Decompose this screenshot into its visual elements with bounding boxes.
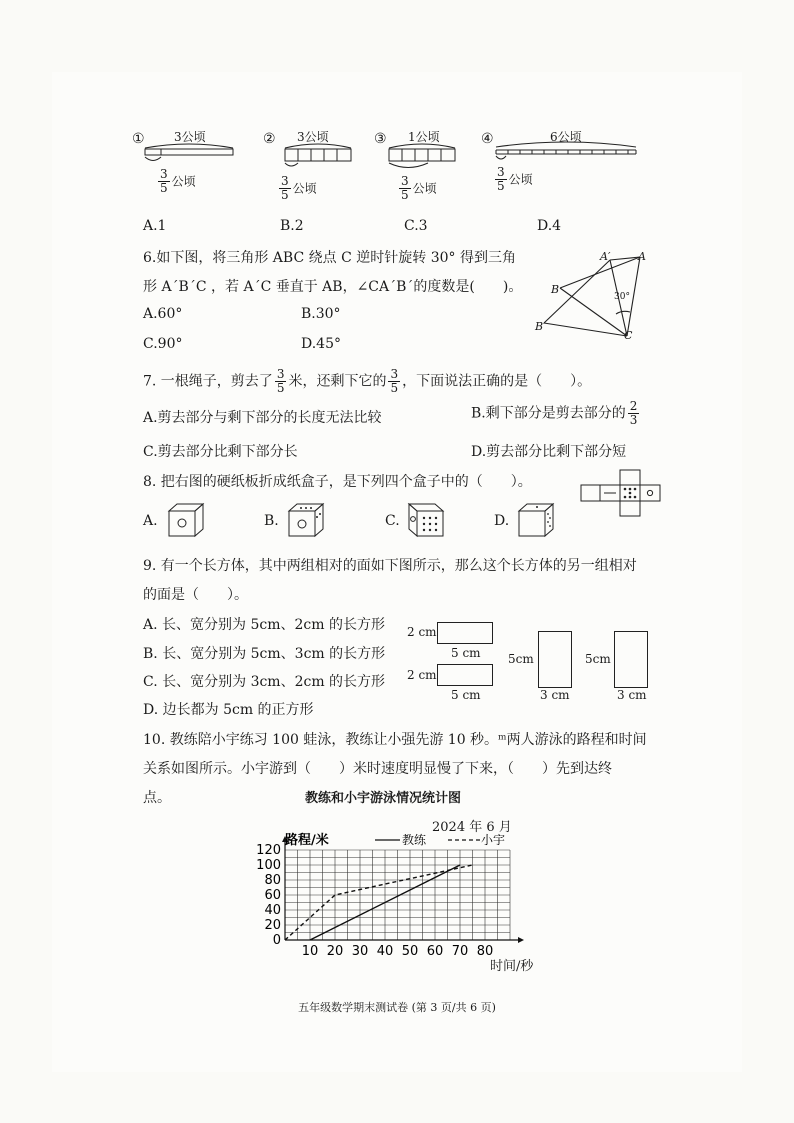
fig-1-bottom-label: $\frac{3}{5}$ 公顷 [160,167,196,195]
fig-4-bottom-label: $\frac{3}{5}$ 公顷 [497,165,533,193]
chart-subtitle: 2024 年 6 月 [432,820,512,835]
q8-choice-a[interactable]: A. [143,513,158,529]
q9-line2: 的面是（ ）。 [143,587,248,603]
fig-1-number: ① [132,131,145,147]
y-tick-label: 60 [264,888,281,903]
q8-cube-d [517,502,557,538]
q7-choice-c[interactable]: C.剪去部分比剩下部分长 [143,444,298,460]
fig-2-number: ② [263,131,276,147]
x-tick-label: 40 [376,944,394,959]
q8-cube-b [287,502,327,538]
q10-line2: 关系如图所示。小宇游到（ ）米时速度明显慢了下来，（ ）先到达终 [143,761,612,777]
dim-2cm-a: 2 cm [407,625,437,639]
dim-5cm-d: 5cm [585,652,611,666]
y-axis-label: 路程/米 [285,833,329,848]
fig-4-bar [494,140,638,166]
q6-line2: 形 A´B´C ，若 A´C 垂直于 AB，∠CA´B´的度数是( )。 [143,279,523,295]
q8-net-diagram [578,467,664,519]
x-tick-label: 70 [451,944,469,959]
label-a-prime: A′ [600,250,611,263]
label-a: A [638,250,646,263]
fig-2-top-label: 3公顷 [297,130,329,144]
chart-title: 教练和小宇游泳情况统计图 [305,791,462,806]
dim-5cm-b: 5 cm [451,688,481,702]
q9-line1: 9. 有一个长方体，其中两组相对的面如下图所示，那么这个长方体的另一组相对 [143,558,637,574]
q8-stem: 8. 把右图的硬纸板折成纸盒子，是下列四个盒子中的（ ）。 [143,474,532,490]
q5-choice-d[interactable]: D.4 [537,218,562,234]
face-5x2-b [437,664,493,686]
q10-line1: 10. 教练陪小宇练习 100 蛙泳，教练让小强先游 10 秒。ᵐ两人游泳的路程和时间 [143,732,647,748]
y-tick-label: 120 [256,843,281,858]
q9-choice-b[interactable]: B. 长、宽分别为 5cm、3cm 的长方形 [143,646,386,662]
label-b-prime: B′ [535,320,546,333]
x-tick-label: 10 [301,944,319,959]
x-axis-arrow [518,937,524,943]
q7-choice-b[interactable]: B.剩下部分是剪去部分的 $\frac{2}{3}$ [471,399,638,427]
y-tick-label: 20 [264,918,281,933]
q5-choice-b[interactable]: B.2 [280,218,304,234]
q5-choice-a[interactable]: A.1 [143,218,167,234]
q7-choice-a[interactable]: A.剪去部分与剩下部分的长度无法比较 [143,410,382,426]
q6-line1: 6.如下图，将三角形 ABC 绕点 C 逆时针旋转 30° 得到三角 [143,250,516,266]
q6-choice-d[interactable]: D.45° [301,336,341,352]
fig-4-number: ④ [481,131,494,147]
face-5x2-a [437,622,493,644]
dim-3cm-a: 3 cm [540,688,570,702]
fig-3-bar [387,142,457,170]
label-angle: 30° [614,292,630,302]
fig-2-bar [283,142,353,170]
q8-choice-d[interactable]: D. [494,513,510,529]
q6-choice-b[interactable]: B.30° [301,306,341,322]
dim-2cm-b: 2 cm [407,668,437,682]
q6-choice-c[interactable]: C.90° [143,336,183,352]
x-tick-label: 30 [351,944,369,959]
dim-5cm-a: 5 cm [451,646,481,660]
q6-choice-a[interactable]: A.60° [143,306,183,322]
fig-1-top-label: 3公顷 [174,130,206,144]
face-5x3-b [614,631,648,688]
x-tick-label: 20 [326,944,344,959]
label-c: C [624,329,633,342]
dim-5cm-c: 5cm [508,652,534,666]
q5-choice-c[interactable]: C.3 [404,218,428,234]
fig-4-top-label: 6公顷 [550,130,582,144]
q9-choice-a[interactable]: A. 长、宽分别为 5cm、2cm 的长方形 [143,617,385,633]
x-tick-label: 80 [476,944,494,959]
q8-choice-b[interactable]: B. [264,513,279,529]
fig-3-top-label: 1公顷 [408,130,440,144]
y-tick-label: 80 [264,873,281,888]
q10-line3: 点。 [143,790,171,806]
legend-label-coach: 教练 [402,833,427,847]
q9-choice-d[interactable]: D. 边长都为 5cm 的正方形 [143,702,314,718]
x-tick-label: 50 [401,944,419,959]
y-tick-label: 40 [264,903,281,918]
fig-1-bar [143,142,235,166]
q7-choice-d[interactable]: D.剪去部分比剩下部分短 [471,444,627,460]
label-b: B [551,283,560,296]
fig-3-bottom-label: $\frac{3}{5}$ 公顷 [401,174,437,202]
q8-cube-c [407,502,447,538]
q8-cube-a [167,502,207,538]
q7-stem: 7. 一根绳子，剪去了 $\frac{3}{5}$ 米，还剩下它的 $\frac{3}{5}$ ，下面说法正确的是（ ）。 [143,367,592,395]
q8-choice-c[interactable]: C. [385,513,400,529]
q9-choice-c[interactable]: C. 长、宽分别为 3cm、2cm 的长方形 [143,674,386,690]
swim-line-chart [250,830,530,970]
fig-3-number: ③ [374,131,387,147]
x-tick-label: 60 [426,944,444,959]
y-tick-label: 100 [256,858,281,873]
chart-xlabel: 时间/秒 [490,959,534,974]
legend-label-xiaoyu: 小宇 [481,833,506,847]
page-footer: 五年级数学期末测试卷 (第 3 页/共 6 页) [298,1001,496,1014]
fig-2-bottom-label: $\frac{3}{5}$ 公顷 [281,174,317,202]
y-tick-label: 0 [272,933,281,948]
face-5x3-a [538,631,572,688]
dim-3cm-b: 3 cm [617,688,647,702]
